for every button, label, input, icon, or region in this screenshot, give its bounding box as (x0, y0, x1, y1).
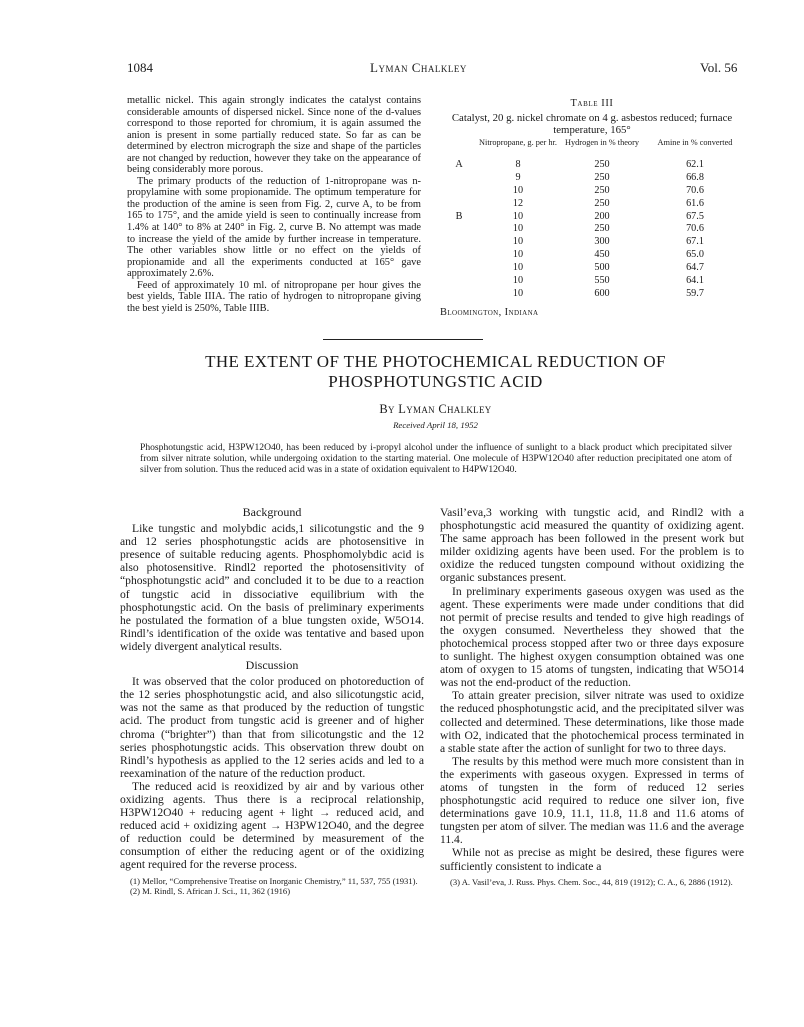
footnote: (2) M. Rindl, S. African J. Sci., 11, 362 (1916) (130, 885, 291, 896)
row-group-label: B (455, 210, 463, 222)
prev-paragraph: Feed of approximately 10 ml. of nitropropane per hour gives the best yields, Table IIIA. The ratio of hydrogen to nitropropane giving the best yield is 250%, Table IIIB. (127, 279, 421, 314)
table-row (440, 211, 744, 224)
table-row (440, 198, 744, 211)
row-group-label (440, 223, 478, 236)
table-cell: 250 (594, 197, 610, 209)
footnotes-right (440, 877, 744, 887)
row-group-label (440, 172, 478, 185)
table-cell: 250 (594, 184, 610, 196)
section-heading-discussion: Discussion (245, 658, 299, 673)
title-divider (323, 339, 483, 340)
col-header-nitropropane: Nitropropane, g. per hr. (479, 138, 557, 147)
col-header-amine: Amine in % converted (657, 138, 733, 147)
running-author: Lyman Chalkley (370, 60, 467, 75)
table-row (440, 236, 744, 249)
table-cell: 66.8 (686, 171, 704, 183)
table-row (440, 172, 744, 185)
table-row (440, 159, 744, 172)
table-cell: 8 (515, 159, 521, 170)
footnote: (3) A. Vasil’eva, J. Russ. Phys. Chem. Soc., 44, 819 (1912); C. A., 6, 2886 (1912). (450, 876, 733, 887)
prev-article-left-column (127, 95, 421, 314)
table-cell: 200 (594, 210, 610, 222)
table-cell: 250 (594, 171, 610, 183)
table-cell: 10 (512, 287, 524, 299)
row-group-label (440, 249, 478, 262)
table-cell: 67.1 (686, 236, 704, 248)
table-cell: 64.7 (686, 262, 704, 274)
table-body (440, 139, 744, 301)
col-header-hydrogen: Hydrogen in % theory (565, 138, 639, 147)
article-title-line2: PHOSPHOTUNGSTIC ACID (328, 372, 543, 391)
table-row (440, 262, 744, 275)
table-cell: 10 (512, 210, 524, 222)
article-right-column (440, 506, 744, 887)
row-group-label (440, 262, 478, 275)
table-row (440, 275, 744, 288)
table-row (440, 223, 744, 236)
paragraph: The reduced acid is reoxidized by air and by various other oxidizing agents. Thus there is a reciprocal relationship, H3PW12O40 + reducing agent + light → reduced acid, and reduced acid + oxidizing agent → H3PW12O40, and the degree of reduction could be determined by measurement of the consumption of either the reducing agent or of the oxidizing agent required for the reverse process. (120, 779, 424, 872)
table-cell: 450 (594, 249, 610, 261)
table-cell: 67.5 (686, 210, 704, 222)
row-group-label (440, 185, 478, 198)
table-cell: 61.6 (686, 197, 704, 209)
prev-paragraph: metallic nickel. This again strongly indicates the catalyst contains considerable amounts of dispersed nickel. Since none of the d-values correspond to those reported for chromium, it is again assumed the anion is present in some partially reduced state. So far as can be determined by electron micrograph the size and shape of the particles are not changed by reduction, however they take on the appearance of being considerably more porous. (127, 95, 421, 176)
footnotes-left (120, 876, 424, 896)
abstract (140, 442, 732, 475)
table-cell: 600 (594, 287, 610, 299)
byline: By Lyman Chalkley (379, 402, 492, 416)
table-row (440, 288, 744, 301)
paragraph: While not as precise as might be desired, these figures were sufficiently consistent to indicate a (440, 846, 744, 873)
paragraph: Vasil’eva,3 working with tungstic acid, and Rindl2 with a phosphotungstic acid measured the quantity of oxidizing agent. The same approach has been followed in the present work but milder oxidizing agents have been used. For the problem is to oxidize the reduced tungsten compound without oxidizing the organic substances present. (440, 506, 744, 585)
table-cell: 250 (594, 159, 610, 170)
row-group-label (440, 288, 478, 301)
table-row (440, 185, 744, 198)
row-group-label: A (455, 159, 463, 170)
paragraph: Like tungstic and molybdic acids,1 silicotungstic and the 9 and 12 series phosphotungstic acids are photosensitive in presence of suitable reducing agents. Phosphomolybdic acid is also photosensitive. Rindl2 reported the photosensitivity of “phosphotungstic acid” and concluded it to be due to a reaction of tungstic acid in dissociative equilibrium with the phosphotungstic acid. On the basis of preliminary experiments he postulated the formation of a blue tungsten oxide, W5O14. Rindl’s identification of the oxide was tentative and based upon widely divergent analytical results. (120, 522, 424, 653)
table-caption: Catalyst, 20 g. nickel chromate on 4 g. asbestos reduced; furnace temperature, 165° (451, 112, 733, 136)
table-cell: 10 (512, 236, 524, 248)
table-cell: 59.7 (686, 287, 704, 299)
table-cell: 250 (594, 223, 610, 235)
prev-paragraph: The primary products of the reduction of 1-nitropropane was n-propylamine with some propionamide. The optimum temperature for the production of the amine is seen from Fig. 2, curve A, to be from 165 to 175°, and the amide yield is seen to continually increase from 1.4% at 140° to 8% at 240° in Fig. 2, curve B. No attempt was made to increase the yield of the amide by further increase in temperature. The other variables show little or no effect on the yields of propionamide and all the experiments conducted at 165° gave approximately 2.6%. (127, 175, 421, 280)
table-iii (440, 98, 744, 318)
volume-label: Vol. 56 (700, 60, 738, 75)
table-title: Table III (570, 98, 614, 109)
table-cell: 10 (512, 184, 524, 196)
table-cell: 62.1 (686, 159, 704, 170)
article-title-line1: THE EXTENT OF THE PHOTOCHEMICAL REDUCTION OF (205, 352, 666, 371)
article-title (127, 352, 744, 392)
row-group-label (440, 198, 478, 211)
table-cell: 64.1 (686, 275, 704, 287)
table-cell: 500 (594, 262, 610, 274)
page-number: 1084 (127, 60, 153, 75)
table-cell: 10 (512, 262, 524, 274)
paragraph: It was observed that the color produced on photoreduction of the 12 series phosphotungstic acid, and also silicotungstic acid, was not the same as that produced by the reduction of tungstic acid. The product from tungstic acid is greener and of higher chroma (“brighter”) than that from silicotungstic and the 12 series phosphotungstic acids. This observation threw doubt on Rindl’s hypothesis as applied to the 12 series acids and led to a reexamination of the nature of the reduction product. (120, 675, 424, 780)
abstract-text: Phosphotungstic acid, H3PW12O40, has been reduced by i-propyl alcohol under the influence of sunlight to a black product which precipitated silver from silver nitrate solution, while undergoing oxidation to the starting material. One molecule of H3PW12O40 after reduction precipitated one atom of silver from solution. Thus the reduced acid was in a state of oxidation equivalent to H4PW12O40. (140, 442, 732, 475)
table-cell: 65.0 (686, 249, 704, 261)
table-cell: 550 (594, 275, 610, 287)
table-cell: 12 (512, 197, 524, 209)
table-cell: 9 (515, 171, 521, 183)
table-row (440, 249, 744, 262)
location: Bloomington, Indiana (440, 306, 539, 318)
section-heading-background: Background (242, 505, 302, 519)
paragraph: To attain greater precision, silver nitrate was used to oxidize the reduced phosphotungstic acid, and the precipitated silver was collected and determined. These determinations, like those made with O2, indicated that the photochemical process terminated in a stable state after the action of sunlight for two to three days. (440, 689, 744, 755)
table-cell: 70.6 (686, 184, 704, 196)
paragraph: The results by this method were much more consistent than in the experiments with gaseous oxygen. Expressed in terms of atoms of tungsten in the form of reduced 12 series phosphotungstic acid required to reduce one silver ion, five determinations gave 10.9, 11.1, 11.8, 11.8 and 11.6 atoms of tungsten per atom of silver. The median was 11.6 and the average 11.4. (440, 754, 744, 847)
table-cell: 70.6 (686, 223, 704, 235)
row-group-label (440, 275, 478, 288)
row-group-label (440, 236, 478, 249)
table-cell: 300 (594, 236, 610, 248)
footnote: (1) Mellor, “Comprehensive Treatise on Inorganic Chemistry,” 11, 537, 755 (1931). (130, 875, 418, 886)
received-date: Received April 18, 1952 (393, 420, 478, 430)
table-cell: 10 (512, 223, 524, 235)
article-left-column (120, 506, 424, 896)
paragraph: In preliminary experiments gaseous oxygen was used as the agent. These experiments were made under conditions that did not permit of precise results and tended to give high readings of the oxygen consumed. Nevertheless they showed that the photochemical process stopped after two or three days exposure to sunlight. The highest oxygen consumption obtained was one atom of oxygen to 15 atoms of tungsten, indicating that W5O14 was not the end-product of the reduction. (440, 584, 744, 690)
table-cell: 10 (512, 249, 524, 261)
table-cell: 10 (512, 275, 524, 287)
